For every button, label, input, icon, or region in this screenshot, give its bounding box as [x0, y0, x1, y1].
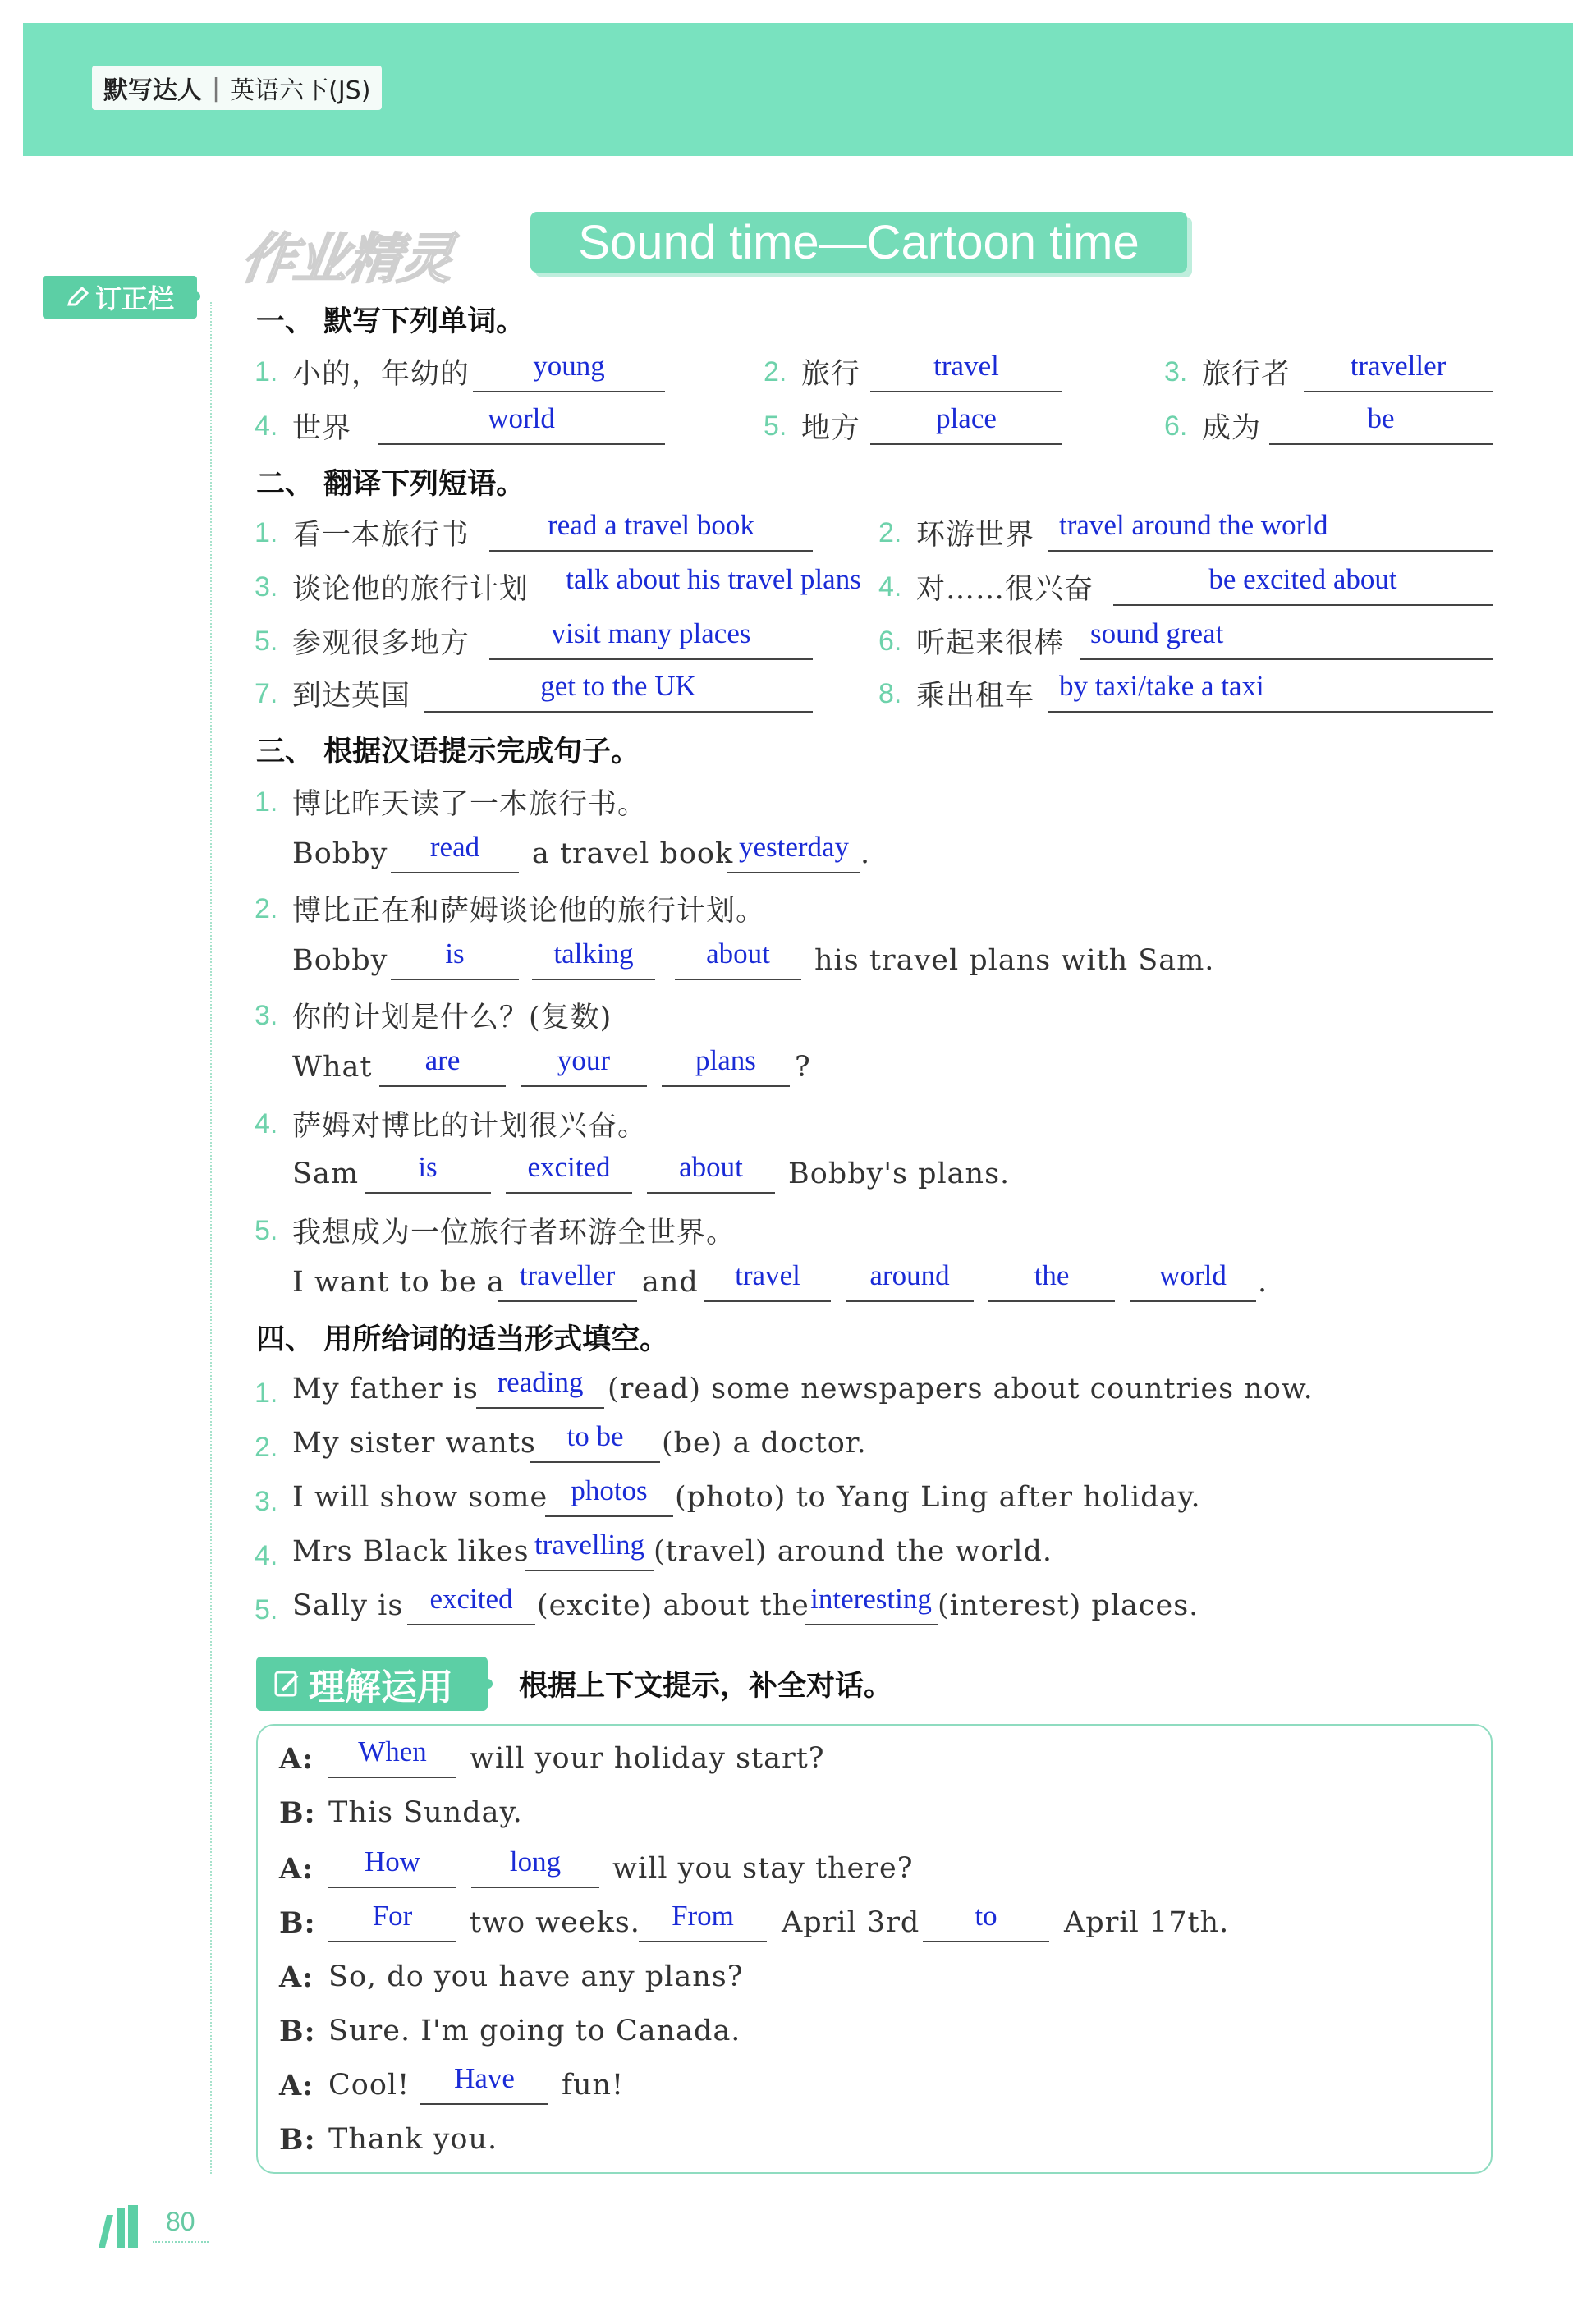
correction-tag-label: 订正栏	[94, 283, 174, 314]
answer-blank[interactable]: How	[328, 1845, 456, 1888]
sentence-text: a travel book	[532, 837, 734, 870]
answer-blank[interactable]: get to the UK	[424, 670, 813, 713]
answer-blank[interactable]: about	[647, 1151, 775, 1194]
answer-blank[interactable]: excited	[506, 1151, 632, 1194]
answer-blank[interactable]: long	[471, 1845, 599, 1888]
item-number: 3.	[255, 1000, 278, 1031]
header-divider: |	[212, 73, 221, 103]
speaker-label: B:	[279, 1796, 316, 1830]
item-prompt: 参观很多地方	[292, 627, 470, 660]
item-number: 4.	[255, 410, 278, 442]
item-prompt: 旅行者	[1202, 358, 1291, 391]
answer-blank[interactable]: the	[988, 1259, 1115, 1302]
item-number: 2.	[255, 893, 278, 924]
answer-blank[interactable]: travel	[704, 1259, 831, 1302]
item-prompt: 成为	[1202, 412, 1262, 445]
item-prompt: 地方	[801, 412, 861, 445]
dialog-text: So, do you have any plans?	[328, 1960, 744, 1993]
answer-blank[interactable]: plans	[662, 1044, 790, 1087]
answer-blank[interactable]: travelling	[525, 1529, 654, 1571]
answer-blank[interactable]: talk about his travel plans	[566, 563, 861, 595]
speaker-label: A:	[279, 2069, 314, 2102]
item-number: 4.	[255, 1540, 278, 1571]
subject-label: 英语六下(JS)	[230, 76, 371, 105]
answer-blank[interactable]: is	[365, 1151, 491, 1194]
section1-heading: 一、 默写下列单词。	[256, 305, 525, 338]
item-number: 6.	[878, 626, 902, 657]
sentence-text: (be) a doctor.	[662, 1427, 867, 1460]
dialog-text: will you stay there?	[612, 1852, 914, 1885]
item-number: 7.	[255, 678, 278, 709]
answer-blank[interactable]: travel	[870, 350, 1062, 392]
item-number: 2.	[255, 1432, 278, 1463]
dialog-text: fun!	[562, 2069, 625, 2102]
section4-heading: 四、 用所给词的适当形式填空。	[256, 1323, 669, 1356]
answer-blank[interactable]: your	[521, 1044, 647, 1087]
answer-blank[interactable]: about	[675, 938, 801, 980]
sentence-text: (interest) places.	[938, 1589, 1199, 1622]
item-number: 5.	[255, 1215, 278, 1246]
item-number: 4.	[255, 1108, 278, 1139]
sentence-text: Bobby	[292, 837, 388, 870]
item-prompt: 到达英国	[292, 680, 411, 713]
item-number: 2.	[878, 517, 902, 548]
chinese-prompt: 博比昨天读了一本旅行书。	[292, 788, 648, 821]
item-prompt: 看一本旅行书	[292, 519, 470, 552]
answer-blank[interactable]: When	[328, 1735, 456, 1778]
item-prompt: 乘出租车	[916, 680, 1035, 713]
speaker-label: B:	[279, 2015, 316, 2048]
item-prompt: 谈论他的旅行计划	[292, 573, 530, 606]
answer-blank[interactable]: yesterday	[727, 831, 860, 873]
item-number: 2.	[764, 356, 787, 387]
speaker-label: A:	[279, 1742, 314, 1776]
answer-blank[interactable]: talking	[532, 938, 655, 980]
sentence-text: .	[1258, 1266, 1268, 1299]
dialog-text: will your holiday start?	[470, 1742, 825, 1775]
answer-blank[interactable]: is	[391, 938, 519, 980]
answer-blank[interactable]: travel around the world	[1048, 509, 1493, 552]
correction-tag-dot	[190, 291, 200, 301]
page-number-underline	[153, 2241, 209, 2243]
answer-blank[interactable]: place	[870, 402, 1062, 445]
item-number: 3.	[255, 1486, 278, 1517]
watermark-logo: 作业精灵	[236, 227, 456, 291]
item-number: 5.	[764, 410, 787, 442]
sentence-text: (travel) around the world.	[654, 1535, 1053, 1568]
answer-blank[interactable]: excited	[407, 1583, 535, 1625]
chinese-prompt: 我想成为一位旅行者环游全世界。	[292, 1217, 736, 1249]
comprehension-tag-label: 理解运用	[309, 1667, 453, 1708]
speaker-label: B:	[279, 1906, 316, 1940]
correction-tag	[43, 276, 197, 319]
sentence-text: My father is	[292, 1373, 479, 1405]
lesson-title: Sound time—Cartoon time	[530, 212, 1187, 273]
brand-name: 默写达人	[103, 76, 202, 105]
dialog-text: two weeks.	[470, 1906, 640, 1939]
book-header	[92, 66, 382, 110]
answer-blank[interactable]: young	[473, 350, 665, 392]
item-number: 8.	[878, 678, 902, 709]
dialog-box	[256, 1724, 1493, 2174]
answer-blank[interactable]: reading	[476, 1366, 604, 1409]
item-prompt: 小的，年幼的	[292, 358, 470, 391]
answer-blank[interactable]: be excited about	[1113, 563, 1493, 606]
sentence-text: (photo) to Yang Ling after holiday.	[675, 1481, 1201, 1514]
answer-blank[interactable]: read a travel book	[489, 509, 813, 552]
sentence-text: and	[642, 1266, 699, 1299]
chinese-prompt: 萨姆对博比的计划很兴奋。	[292, 1110, 648, 1143]
item-prompt: 环游世界	[916, 519, 1035, 552]
sentence-text: his travel plans with Sam.	[814, 944, 1215, 977]
item-number: 3.	[255, 571, 278, 603]
sentence-text: ?	[795, 1051, 811, 1084]
answer-blank[interactable]: Have	[420, 2062, 548, 2105]
dialog-text: April 3rd	[782, 1906, 920, 1939]
answer-blank[interactable]: world	[1130, 1259, 1256, 1302]
chinese-prompt: 博比正在和萨姆谈论他的旅行计划。	[292, 895, 766, 928]
answer-blank[interactable]: photos	[545, 1474, 673, 1517]
item-number: 5.	[255, 626, 278, 657]
item-number: 1.	[255, 517, 278, 548]
sentence-text: Bobby	[292, 944, 388, 977]
sentence-text: I will show some	[292, 1481, 548, 1514]
item-prompt: 世界	[292, 412, 352, 445]
speaker-label: B:	[279, 2123, 316, 2157]
answer-blank[interactable]: interesting	[805, 1583, 938, 1625]
sentence-text: What	[292, 1051, 373, 1084]
answer-blank[interactable]: read	[391, 831, 519, 873]
notepad-icon	[271, 1667, 304, 1700]
answer-blank[interactable]: From	[639, 1900, 767, 1942]
speaker-label: A:	[279, 1852, 314, 1886]
item-number: 3.	[1164, 356, 1188, 387]
chinese-prompt: 你的计划是什么？(复数)	[292, 1002, 612, 1034]
sentence-text: Bobby's plans.	[788, 1158, 1011, 1190]
comprehension-tag	[256, 1657, 488, 1711]
answer-blank[interactable]: For	[328, 1900, 456, 1942]
item-prompt: 听起来很棒	[916, 627, 1065, 660]
dialog-text: This Sunday.	[328, 1796, 523, 1829]
dialog-text: Thank you.	[328, 2123, 498, 2156]
comprehension-instruction: 根据上下文提示，补全对话。	[519, 1670, 893, 1703]
pencil-icon	[66, 285, 90, 309]
answer-blank[interactable]: be	[1269, 402, 1493, 445]
item-number: 4.	[878, 571, 902, 603]
comprehension-tag-dot	[483, 1679, 493, 1689]
correction-column-divider	[210, 302, 212, 2174]
sentence-text: (excite) about the	[537, 1589, 809, 1622]
answer-blank[interactable]: sound great	[1080, 617, 1493, 660]
answer-blank[interactable]: are	[379, 1044, 506, 1087]
answer-blank[interactable]: visit many places	[489, 617, 813, 660]
answer-blank[interactable]: around	[846, 1259, 974, 1302]
item-number: 1.	[255, 786, 278, 818]
dialog-text: Cool!	[328, 2069, 410, 2102]
sentence-text: Mrs Black likes	[292, 1535, 530, 1568]
section3-heading: 三、 根据汉语提示完成句子。	[256, 736, 640, 768]
sentence-text: .	[860, 837, 871, 870]
sentence-text: Sally is	[292, 1589, 404, 1622]
sentence-text: I want to be a	[292, 1266, 505, 1299]
sentence-text: (read) some newspapers about countries now.	[608, 1373, 1314, 1405]
answer-blank[interactable]: to	[923, 1900, 1049, 1942]
item-number: 1.	[255, 356, 278, 387]
answer-blank[interactable]: to be	[530, 1420, 660, 1463]
section2-heading: 二、 翻译下列短语。	[256, 468, 525, 501]
books-icon	[95, 2203, 148, 2249]
answer-blank[interactable]: world	[378, 402, 665, 445]
page-number: 80	[166, 2207, 195, 2236]
item-prompt: 对……很兴奋	[916, 573, 1094, 606]
answer-blank[interactable]: traveller	[498, 1259, 637, 1302]
item-number: 5.	[255, 1594, 278, 1625]
dialog-text: Sure. I'm going to Canada.	[328, 2015, 741, 2047]
dialog-text: April 17th.	[1064, 1906, 1230, 1939]
item-prompt: 旅行	[801, 358, 861, 391]
answer-blank[interactable]: traveller	[1304, 350, 1493, 392]
sentence-text: Sam	[292, 1158, 360, 1190]
speaker-label: A:	[279, 1960, 314, 1994]
item-number: 1.	[255, 1378, 278, 1409]
answer-blank[interactable]: by taxi/take a taxi	[1048, 670, 1493, 713]
item-number: 6.	[1164, 410, 1188, 442]
sentence-text: My sister wants	[292, 1427, 536, 1460]
